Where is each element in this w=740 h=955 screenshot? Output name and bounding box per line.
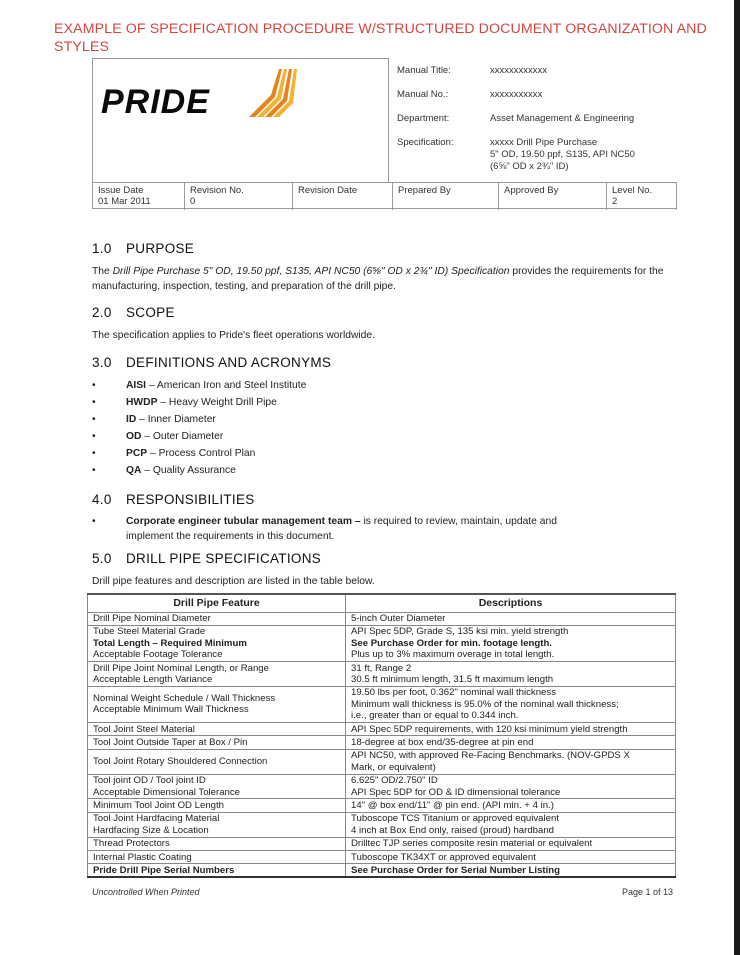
- specification-line-1: xxxxx Drill Pipe Purchase: [490, 137, 598, 148]
- description-text: 14" @ box end/11" @ pin end. (API min. + 4 in.): [351, 799, 554, 811]
- scope-paragraph: The specification applies to Pride's fleet operations worldwide.: [92, 330, 375, 341]
- feature-text: Hardfacing Size & Location: [93, 824, 209, 836]
- specification-label: Specification:: [397, 137, 454, 148]
- purpose-rest: provides the requirements for the manufacturing, inspection, testing, and preparation of the drill pipe.: [92, 266, 664, 292]
- feature-text: Acceptable Length Variance: [93, 673, 213, 685]
- manual-no-value: xxxxxxxxxxx: [490, 89, 543, 100]
- table-header-row: [88, 594, 676, 612]
- term: OD: [126, 431, 142, 442]
- feature-cell: [88, 837, 346, 850]
- feature-text: Total Length – Required Minimum: [93, 637, 247, 649]
- feature-text: Tool Joint Hardfacing Material: [93, 813, 220, 825]
- feature-cell: [88, 799, 346, 812]
- list-item: [92, 377, 672, 394]
- description-text: See Purchase Order for Serial Number Listing: [351, 864, 560, 876]
- manual-title-label: Manual Title:: [397, 65, 451, 76]
- level-no-cell: [607, 183, 677, 210]
- table-row: [88, 812, 676, 837]
- definition: – Quality Assurance: [141, 465, 236, 476]
- section-title: DEFINITIONS AND ACRONYMS: [126, 355, 332, 370]
- feature-cell: [88, 864, 346, 877]
- revision-date-cell: [293, 183, 393, 210]
- feature-cell: [88, 723, 346, 736]
- description-text: 31 ft, Range 2: [351, 662, 412, 674]
- issue-date-cell: [93, 183, 185, 210]
- section-heading-scope: [92, 305, 175, 320]
- description-text: 4 inch at Box End only, raised (proud) hardband: [351, 824, 555, 836]
- description-text: Tuboscope TCS Titanium or approved equivalent: [351, 813, 559, 825]
- description-text: Plus up to 3% maximum overage in total length.: [351, 649, 555, 661]
- logo-text: PRIDE: [101, 83, 210, 121]
- section-heading-definitions: [92, 355, 331, 370]
- responsibility-text: is required to review, maintain, update and: [360, 516, 557, 527]
- section-heading-purpose: [92, 241, 194, 256]
- term: AISI: [126, 380, 147, 391]
- approved-by-label: Approved By: [504, 185, 559, 196]
- description-text: 5-inch Outer Diameter: [351, 612, 446, 624]
- table-row: [88, 625, 676, 661]
- description-text: API NC50, with approved Re-Facing Benchmarks. (NOV-GPDS X: [351, 750, 630, 762]
- description-cell: [346, 774, 676, 799]
- definition: – Inner Diameter: [136, 414, 216, 425]
- feature-text: Minimum Tool Joint OD Length: [93, 799, 224, 811]
- feature-text: Tool Joint Rotary Shouldered Connection: [93, 756, 268, 768]
- table-row: [88, 723, 676, 736]
- table-row: [88, 686, 676, 722]
- section-title: PURPOSE: [126, 241, 195, 256]
- purpose-paragraph: [92, 264, 672, 294]
- feature-text: Drill Pipe Nominal Diameter: [93, 612, 211, 624]
- description-text: Drilltec TJP series composite resin material or equivalent: [351, 838, 593, 850]
- responsibility-continuation: implement the requirements in this document.: [126, 531, 335, 542]
- description-cell: [346, 723, 676, 736]
- feature-text: Acceptable Dimensional Tolerance: [93, 786, 241, 798]
- section-heading-responsibilities: [92, 492, 255, 507]
- term: QA: [126, 465, 142, 476]
- section-number: 4.0: [92, 492, 112, 507]
- section-number: 5.0: [92, 551, 112, 566]
- section-title: RESPONSIBILITIES: [126, 492, 255, 507]
- level-no-label: Level No.: [612, 185, 653, 196]
- description-text: API Spec 5DP requirements, with 120 ksi minimum yield strength: [351, 723, 628, 735]
- feature-text: Tool Joint Outside Taper at Box / Pin: [93, 736, 248, 748]
- prepared-by-cell: [393, 183, 499, 210]
- description-cell: [346, 864, 676, 877]
- specifications-intro: Drill pipe features and description are listed in the table below.: [92, 576, 375, 587]
- header-divider: [388, 58, 389, 182]
- level-no-value: 2: [612, 196, 618, 207]
- feature-text: Tool joint OD / Tool joint ID: [93, 775, 206, 787]
- section-number: 2.0: [92, 305, 112, 320]
- table-body: [88, 612, 676, 877]
- definition: – Heavy Weight Drill Pipe: [157, 397, 277, 408]
- description-cell: [346, 851, 676, 864]
- feature-cell: [88, 625, 346, 661]
- logo-cell: [92, 58, 389, 182]
- responsibilities-list: [92, 514, 672, 544]
- description-text: Tuboscope TK34XT or approved equivalent: [351, 851, 536, 863]
- description-text: API Spec 5DP, Grade S, 135 ksi min. yield strength: [351, 626, 569, 638]
- description-text: 18-degree at box end/35-degree at pin end: [351, 736, 534, 748]
- description-text: 19.50 lbs per foot, 0.362" nominal wall thickness: [351, 687, 556, 699]
- description-text: Minimum wall thickness is 95.0% of the nominal wall thickness;: [351, 698, 619, 710]
- footer-uncontrolled: Uncontrolled When Printed: [92, 887, 200, 897]
- definitions-list: [92, 377, 672, 479]
- feature-text: Internal Plastic Coating: [93, 851, 192, 863]
- feature-cell: [88, 612, 346, 625]
- feature-text: Pride Drill Pipe Serial Numbers: [93, 864, 235, 876]
- list-item: [92, 394, 672, 411]
- description-text: API Spec 5DP for OD & ID dimensional tolerance: [351, 786, 561, 798]
- responsible-party: Corporate engineer tubular management team –: [126, 516, 361, 527]
- description-cell: [346, 799, 676, 812]
- feature-text: Tool Joint Steel Material: [93, 723, 195, 735]
- section-title: SCOPE: [126, 305, 175, 320]
- description-cell: [346, 837, 676, 850]
- drill-pipe-spec-table: [87, 593, 676, 878]
- table-row: [88, 749, 676, 774]
- table-row: [88, 837, 676, 850]
- table-row: [88, 736, 676, 749]
- department-label: Department:: [397, 113, 450, 124]
- feature-text: Nominal Weight Schedule / Wall Thickness: [93, 693, 276, 705]
- feature-cell: [88, 662, 346, 687]
- feature-cell: [88, 686, 346, 722]
- list-item: [92, 462, 672, 479]
- feature-cell: [88, 812, 346, 837]
- table-row: [88, 662, 676, 687]
- footer-page-number: Page 1 of 13: [622, 887, 674, 897]
- feature-cell: [88, 774, 346, 799]
- description-cell: [346, 625, 676, 661]
- term: PCP: [126, 448, 148, 459]
- definition: – Process Control Plan: [147, 448, 256, 459]
- feature-text: Drill Pipe Joint Nominal Length, or Range: [93, 662, 269, 674]
- revision-row: [92, 182, 677, 209]
- description-text: See Purchase Order for min. footage length.: [351, 637, 552, 649]
- department-value: Asset Management & Engineering: [490, 113, 635, 124]
- table-row: [88, 864, 676, 877]
- revision-date-label: Revision Date: [298, 185, 358, 196]
- issue-date-value: 01 Mar 2011: [98, 196, 151, 207]
- pride-logo: [99, 65, 309, 125]
- section-heading-specifications: [92, 551, 321, 566]
- feature-cell: [88, 749, 346, 774]
- feature-cell: [88, 851, 346, 864]
- description-text: i.e., greater than or equal to 0.344 inch.: [351, 710, 519, 722]
- table-row: [88, 799, 676, 812]
- feature-text: Acceptable Minimum Wall Thickness: [93, 704, 249, 716]
- definition: – Outer Diameter: [141, 431, 224, 442]
- revision-no-value: 0: [190, 196, 196, 207]
- feature-text: Thread Protectors: [93, 838, 170, 850]
- table-row: [88, 612, 676, 625]
- definition: – American Iron and Steel Institute: [146, 380, 307, 391]
- list-item: [92, 411, 672, 428]
- purpose-spec-title: Drill Pipe Purchase 5" OD, 19.50 ppf, S135, API NC50 (6⅝" OD x 2¾" ID) Specification: [112, 266, 510, 277]
- table-row: [88, 851, 676, 864]
- specification-line-3: (6⅝" OD x 2¾" ID): [490, 161, 569, 172]
- revision-no-label: Revision No.: [190, 185, 244, 196]
- section-title: DRILL PIPE SPECIFICATIONS: [126, 551, 322, 566]
- issue-date-label: Issue Date: [98, 185, 144, 196]
- description-cell: [346, 812, 676, 837]
- term: HWDP: [126, 397, 158, 408]
- section-number: 3.0: [92, 355, 112, 370]
- description-text: 6.625" OD/2.750" ID: [351, 775, 438, 787]
- approved-by-cell: [499, 183, 607, 210]
- list-item: [92, 445, 672, 462]
- description-text: Mark, or equivalent): [351, 761, 436, 773]
- feature-text: Acceptable Footage Tolerance: [93, 649, 223, 661]
- term: ID: [126, 414, 137, 425]
- column-header-feature: Drill Pipe Feature: [88, 594, 346, 612]
- description-cell: [346, 736, 676, 749]
- list-item: [92, 514, 672, 529]
- description-cell: [346, 662, 676, 687]
- prepared-by-label: Prepared By: [398, 185, 451, 196]
- column-header-descriptions: Descriptions: [346, 594, 676, 612]
- manual-title-value: xxxxxxxxxxxx: [490, 65, 547, 76]
- feature-cell: [88, 736, 346, 749]
- description-cell: [346, 749, 676, 774]
- manual-no-label: Manual No.:: [397, 89, 449, 100]
- purpose-intro: The: [92, 266, 113, 277]
- document-heading: EXAMPLE OF SPECIFICATION PROCEDURE W/STRUCTURED DOCUMENT ORGANIZATION AND STYLES: [54, 21, 707, 55]
- feature-text: Tube Steel Material Grade: [93, 626, 206, 638]
- specification-line-2: 5" OD, 19.50 ppf, S135, API NC50: [490, 149, 635, 160]
- header-table: [92, 58, 677, 210]
- table-row: [88, 774, 676, 799]
- description-text: 30.5 ft minimum length, 31.5 ft maximum length: [351, 673, 554, 685]
- logo-stripes: [249, 69, 297, 117]
- list-item: [92, 428, 672, 445]
- description-cell: [346, 686, 676, 722]
- section-number: 1.0: [92, 241, 112, 256]
- description-cell: [346, 612, 676, 625]
- revision-no-cell: [185, 183, 293, 210]
